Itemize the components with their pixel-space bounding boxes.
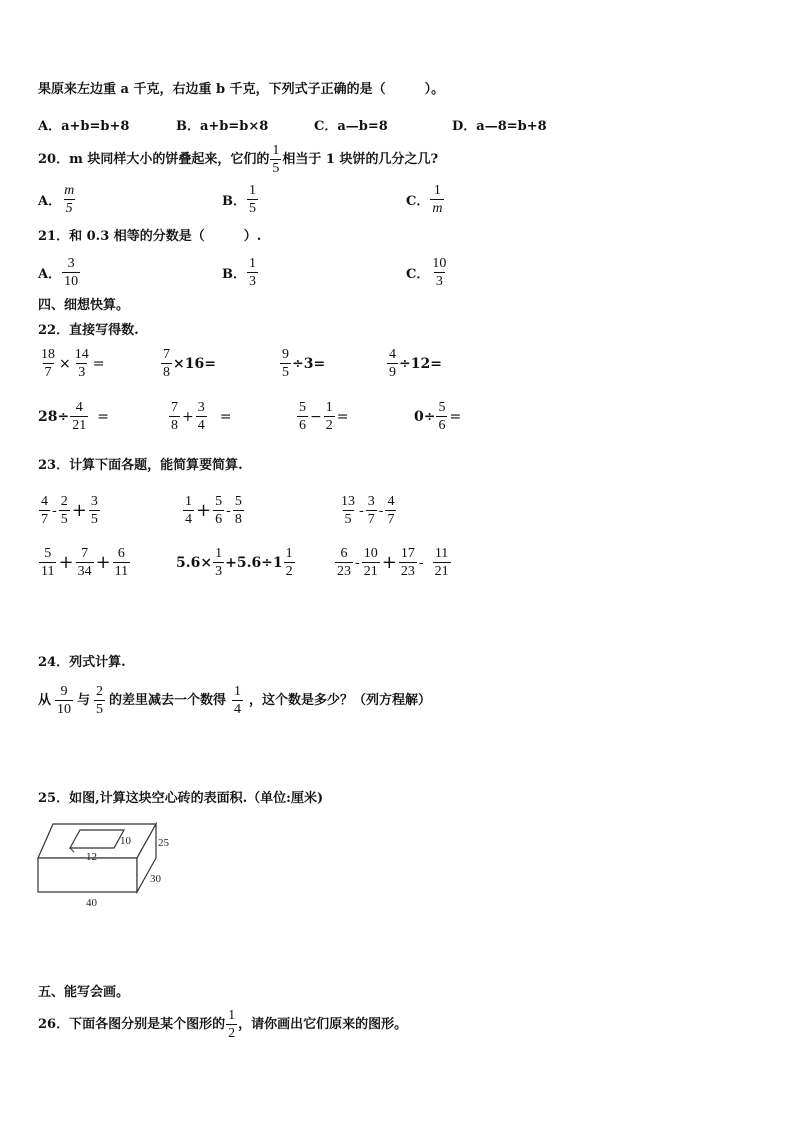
brick-front-face — [38, 858, 137, 892]
fraction: $\frac{1}{3}$ — [249, 256, 256, 289]
q19-option-b[interactable]: B．a+b=b×8 — [176, 119, 269, 134]
q23-stem: 23．计算下面各题，能简算要简算. — [38, 458, 243, 473]
q19-stem: 果原来左边重 a 千克，右边重 b 千克，下列式子正确的是（ ）。 — [38, 82, 445, 97]
q23-expr-5: 5.6× $\frac{1}{3}$ +5.6÷1 $\frac{1}{2}$ — [176, 546, 293, 579]
q22-expr-1: $\frac{18}{7}$ × $\frac{14}{3}$ = — [41, 347, 105, 380]
fraction: $\frac{9}{10}$ — [57, 684, 72, 717]
q22-stem: 22．直接写得数. — [38, 323, 139, 338]
q21-option-a[interactable]: A． $\frac{3}{10}$ — [38, 256, 79, 289]
q23-expr-1: $\frac{4}{7}$ - $\frac{2}{5}$ + $\frac{3}{5}$ — [41, 494, 98, 527]
label-height: 25 — [158, 837, 169, 849]
q20-stem — [38, 143, 438, 176]
section-5-heading: 五、能写会画。 — [38, 985, 130, 1000]
section-4-heading: 四、细想快算。 — [38, 298, 130, 313]
fraction: $\frac{1}{m}$ — [432, 183, 443, 216]
q23-expr-2: $\frac{1}{4}$ + $\frac{5}{6}$ - $\frac{5}{8}$ — [185, 494, 242, 527]
q22-expr-8: 0÷ $\frac{5}{6}$ = — [414, 400, 462, 433]
label-length: 40 — [86, 897, 97, 909]
q20-option-b[interactable]: B． $\frac{1}{5}$ — [222, 183, 256, 216]
fraction: $\frac{m}{5}$ — [64, 183, 75, 216]
fraction: $\frac{3}{10}$ — [64, 256, 79, 289]
label-hole-width: 12 — [86, 851, 97, 863]
q26-suffix: ，请你画出它们原来的图形。 — [238, 1016, 408, 1032]
q23-expr-3: $\frac{13}{5}$ - $\frac{3}{7}$ - $\frac{4}{7}$ — [341, 494, 395, 527]
q22-expr-3: $\frac{9}{5}$ ÷3= — [282, 347, 326, 380]
q21-option-c[interactable]: C． $\frac{10}{3}$ — [406, 256, 447, 289]
q22-expr-7: $\frac{5}{6}$ − $\frac{1}{2}$ = — [299, 400, 349, 433]
q25-stem: 25．如图,计算这块空心砖的表面积.（单位:厘米) — [38, 791, 324, 806]
q20-option-a[interactable]: A． $\frac{m}{5}$ — [38, 183, 75, 216]
hollow-brick-figure — [36, 816, 176, 912]
q26-fraction: $\frac{1}{2}$ — [228, 1008, 236, 1041]
brick-hole — [70, 830, 124, 848]
fraction: $\frac{1}{4}$ — [234, 684, 242, 717]
q20-suffix: 相当于 1 块饼的几分之几? — [282, 151, 439, 167]
q21-stem: 21．和 0.3 相等的分数是（ ）. — [38, 229, 262, 244]
fraction: $\frac{10}{3}$ — [432, 256, 447, 289]
q23-expr-4: $\frac{5}{11}$ + $\frac{7}{34}$ + $\frac{6}{11}$ — [41, 546, 129, 579]
q20-fraction: $\frac{1}{5}$ — [272, 143, 280, 176]
label-hole-depth: 10 — [120, 835, 131, 847]
q20-option-c[interactable]: C． $\frac{1}{m}$ — [406, 183, 443, 216]
q24-stem: 24．列式计算. — [38, 655, 126, 670]
q24-body: 从 $\frac{9}{10}$ 与 $\frac{2}{5}$ 的差里减去一个数得 $\frac{1}{4}$ ，这个数是多少？（列方程解） — [38, 684, 432, 717]
fraction: $\frac{2}{5}$ — [96, 684, 104, 717]
q19-option-d[interactable]: D．a—8=b+8 — [452, 119, 547, 134]
label-depth: 30 — [150, 873, 161, 885]
q20-prefix: 20．m 块同样大小的饼叠起来，它们的 — [38, 151, 270, 167]
q19-option-c[interactable]: C．a—b=8 — [314, 119, 388, 134]
q22-expr-6: $\frac{7}{8}$ + $\frac{3}{4}$ = — [171, 400, 232, 433]
fraction: $\frac{1}{5}$ — [249, 183, 256, 216]
q22-expr-4: $\frac{4}{9}$ ÷12= — [389, 347, 442, 380]
q22-expr-2: $\frac{7}{8}$ ×16= — [163, 347, 216, 380]
q22-expr-5: 28÷ $\frac{4}{21}$ = — [38, 400, 109, 433]
q26-stem — [38, 1008, 407, 1041]
q21-option-b[interactable]: B． $\frac{1}{3}$ — [222, 256, 256, 289]
q19-option-a[interactable]: A．a+b=b+8 — [38, 119, 130, 134]
q23-expr-6: $\frac{6}{23}$ - $\frac{10}{21}$ + $\frac{17}{23}$ - $\frac{11}{21}$ — [337, 546, 449, 579]
q26-prefix: 26．下面各图分别是某个图形的 — [38, 1016, 226, 1032]
